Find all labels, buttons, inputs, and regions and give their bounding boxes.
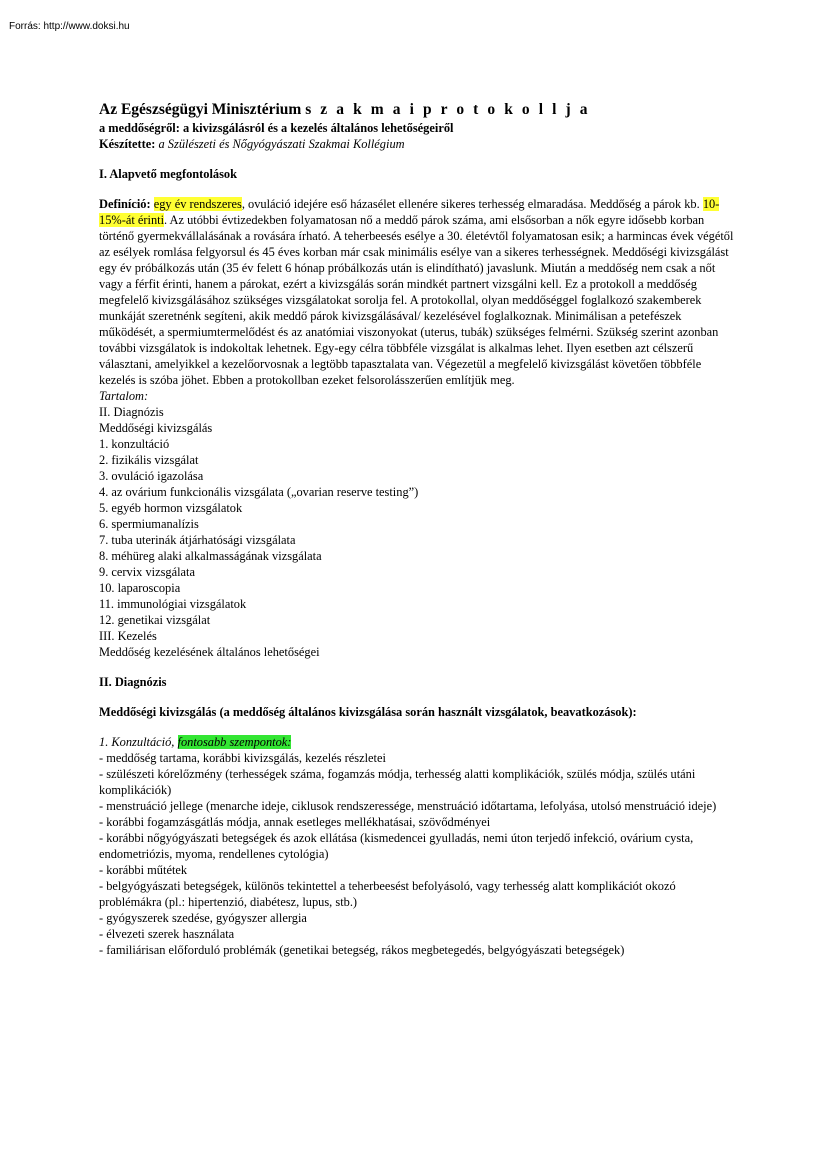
toc-item: 9. cervix vizsgálata xyxy=(99,565,195,579)
toc-item: III. Kezelés xyxy=(99,629,157,643)
list-item: - menstruáció jellege (menarche ideje, ciklusok rendszeressége, menstruáció időtartama, lefolyása, utolsó menstruáció ideje) xyxy=(99,799,717,813)
highlight-aspects: fontosabb szempontok: xyxy=(177,735,292,749)
toc-item: 5. egyéb hormon vizsgálatok xyxy=(99,501,243,515)
list-item: - meddőség tartama, korábbi kivizsgálás, kezelés részletei xyxy=(99,751,386,765)
toc-item: II. Diagnózis xyxy=(99,405,164,419)
toc-item: 12. genetikai vizsgálat xyxy=(99,613,211,627)
list-item: - korábbi nőgyógyászati betegségek és azok ellátása (kismedencei gyulladás, nemi úton terjedő infekció, ovárium cysta, endometriózis, myoma, rendellenes cytológia) xyxy=(99,831,694,861)
title-spaced: s z a k m a i p r o t o k o l l j a xyxy=(305,101,591,118)
toc-item: 7. tuba uterinák átjárhatósági vizsgálata xyxy=(99,533,296,547)
toc-label: Tartalom: xyxy=(99,389,149,403)
toc-item: 1. konzultáció xyxy=(99,437,170,451)
toc-item: 10. laparoscopia xyxy=(99,581,181,595)
toc-item: Meddőség kezelésének általános lehetőségei xyxy=(99,645,320,659)
document-page xyxy=(99,100,739,958)
title-main: Az Egészségügyi Minisztérium xyxy=(99,101,302,118)
toc-list xyxy=(99,404,739,660)
list-item: - élvezeti szerek használata xyxy=(99,927,235,941)
list-item: - familiárisan előforduló problémák (genetikai betegség, rákos megbetegedés, belgyógyászati betegségek) xyxy=(99,943,625,957)
section2-subheading: Meddőségi kivizsgálás (a meddőség általános kivizsgálása során használt vizsgálatok, beavatkozások): xyxy=(99,705,637,719)
consultation-heading xyxy=(99,734,739,750)
prepared-label: Készítette: xyxy=(99,137,156,151)
toc-item: 4. az ovárium funkcionális vizsgálata („ovarian reserve testing”) xyxy=(99,485,419,499)
list-item: - szülészeti kórelőzmény (terhességek száma, fogamzás módja, terhesség alatti komplikációk, szülés módja, szülés utáni komplikációk) xyxy=(99,767,696,797)
consultation-list xyxy=(99,750,739,958)
toc-item: 8. méhüreg alaki alkalmasságának vizsgálata xyxy=(99,549,322,563)
consultation-label: 1. Konzultáció, xyxy=(99,735,175,749)
toc-item: 3. ovuláció igazolása xyxy=(99,469,204,483)
list-item: - belgyógyászati betegségek, különös tekintettel a teherbeesést befolyásoló, vagy terhesség alatt komplikációt okozó problémákra (pl.: hipertenzió, diabétesz, lupus, stb.) xyxy=(99,879,676,909)
definition-text-2: . Az utóbbi évtizedekben folyamatosan nő a meddő párok száma, ami elsősorban a nők egyre idősebb korban történő gyermekvállalásának a rovására írható. A teherbeesés esélye a 30. életévtől folyamatosan esik; a harmincas évek végétől az esélyek romlása felgyorsul és 45 éves korban már csak minimális esélye van a sikeres terhességnek. Meddőségi kivizsgálást egy év próbálkozás után (35 év felett 6 hónap próbálkozás után is elindítható) javaslunk. Miután a meddőség nem csak a nőt vagy a férfit érinti, hanem a párokat, ezért a kivizsgálás során mindkét partnert vizsgálni kell. Ez a protokoll a meddőség megfelelő kivizsgálásához szükséges vizsgálatokat sorolja fel. A protokollal, olyan meddőséggel foglalkozó szakemberek munkáját szeretnénk segíteni, akik meddő párok kivizsgálásával/ kezelésével foglalkoznak. Minimálisan a petefészek működését, a spermiumtermelődést és az anatómiai viszonyokat (uterus, tubák) szükséges felmérni. Szükség szerint azonban további vizsgálatok is indokoltak lehetnek. Egy-egy célra többféle vizsgálat is alkalmas lehet. Ilyen esetben azt célszerű választani, amelyikkel a kezelőorvosnak a legtöbb tapasztalata van. Végezetül a megfelelő kivizsgálást követően többféle kezelés is szóba jöhet. Ebben a protokollban ezeket felsorolásszerűen említjük meg. xyxy=(99,213,734,387)
list-item: - gyógyszerek szedése, gyógyszer allergia xyxy=(99,911,307,925)
section1-heading: I. Alapvető megfontolások xyxy=(99,167,238,181)
list-item: - korábbi műtétek xyxy=(99,863,188,877)
toc-item: 11. immunológiai vizsgálatok xyxy=(99,597,247,611)
list-item: - korábbi fogamzásgátlás módja, annak esetleges mellékhatásai, szövődményei xyxy=(99,815,491,829)
highlight-one-year: egy év rendszeres xyxy=(153,197,242,211)
source-line: Forrás: http://www.doksi.hu xyxy=(9,21,130,32)
section2-heading: II. Diagnózis xyxy=(99,675,167,689)
prepared-by xyxy=(99,136,739,152)
definition-text-1: , ovuláció idejére eső házasélet ellenére sikeres terhesség elmaradása. Meddőség a párok kb. xyxy=(241,197,700,211)
toc-item: 2. fizikális vizsgálat xyxy=(99,453,199,467)
definition-label: Definíció: xyxy=(99,197,151,211)
prepared-value: a Szülészeti és Nőgyógyászati Szakmai Kollégium xyxy=(158,137,405,151)
document-title xyxy=(99,100,739,120)
definition-paragraph xyxy=(99,196,739,388)
toc-item: 6. spermiumanalízis xyxy=(99,517,199,531)
highlight-percentage: 10-15%-át érinti xyxy=(99,197,720,227)
toc-item: Meddőségi kivizsgálás xyxy=(99,421,213,435)
document-subtitle: a meddőségről: a kivizsgálásról és a kezelés általános lehetőségeiről xyxy=(99,121,454,135)
